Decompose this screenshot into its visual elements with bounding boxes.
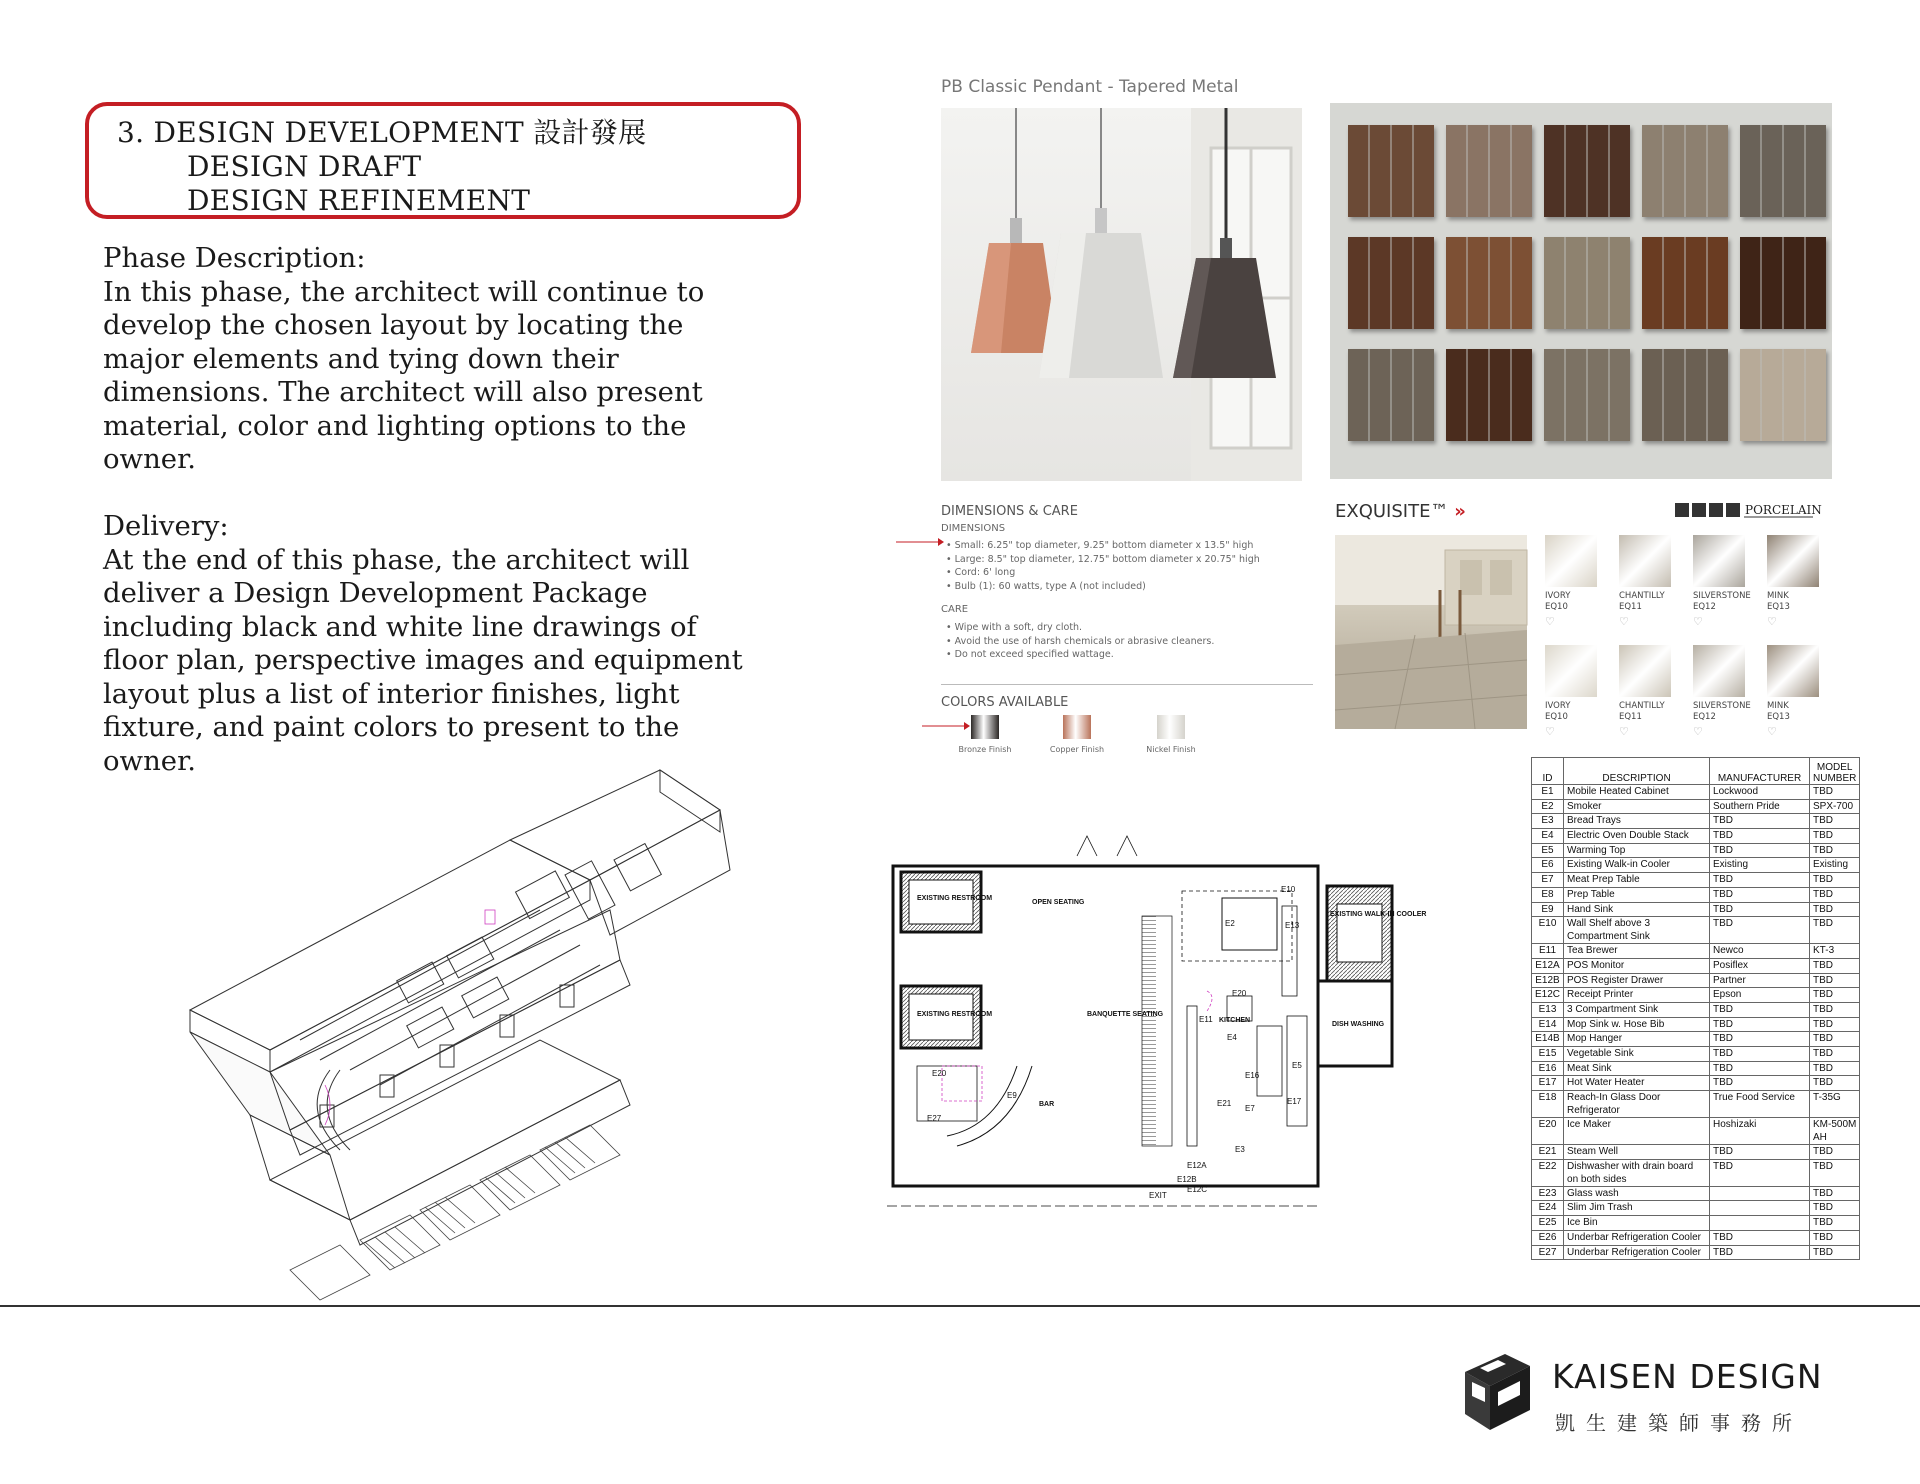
table-row [1532, 858, 1860, 873]
equipment-schedule-table [1531, 757, 1860, 1260]
room-label: KITCHEN [1219, 1017, 1251, 1024]
table-cell: TBD [1710, 1017, 1810, 1032]
heart-icon[interactable]: ♡ [1619, 615, 1629, 628]
table-row [1532, 902, 1860, 917]
dims-heading: DIMENSIONS & CARE [941, 504, 1078, 519]
table-cell: E5 [1532, 843, 1564, 858]
table-cell: KT-3 [1810, 944, 1860, 959]
svg-text:E12A: E12A [1187, 1161, 1207, 1170]
red-arrow-icon [896, 537, 944, 547]
delivery-description [103, 510, 783, 778]
porcelain-tile-swatch [1767, 535, 1819, 587]
table-cell: TBD [1810, 829, 1860, 844]
wood-flooring-wall-photo [1330, 103, 1832, 479]
wood-sample-tile [1642, 125, 1728, 217]
tile-name: IVORY [1545, 591, 1571, 601]
tile-name: SILVERSTONE [1693, 701, 1751, 711]
exit-label: EXIT [1149, 1191, 1167, 1200]
table-cell: TBD [1810, 1159, 1860, 1186]
table-cell: TBD [1710, 1002, 1810, 1017]
delivery-line: fixture, and paint colors to present to the [103, 711, 680, 743]
swatch-label: Bronze Finish [958, 745, 1012, 754]
delivery-line: owner. [103, 744, 196, 777]
table-cell: TBD [1710, 1061, 1810, 1076]
table-cell: Reach-In Glass Door Refrigerator [1564, 1091, 1710, 1118]
tile-name: CHANTILLY [1619, 591, 1665, 601]
svg-text:E16: E16 [1245, 1071, 1260, 1080]
table-cell: TBD [1810, 1216, 1860, 1231]
table-cell: Ice Bin [1564, 1216, 1710, 1231]
table-cell: E12B [1532, 973, 1564, 988]
table-cell: TBD [1810, 902, 1860, 917]
table-cell: TBD [1810, 1145, 1860, 1160]
table-cell: E26 [1532, 1230, 1564, 1245]
wood-sample-tile [1348, 349, 1434, 441]
table-row [1532, 873, 1860, 888]
brand-name: KAISEN DESIGN [1552, 1357, 1823, 1396]
phase-line: In this phase, the architect will continue to [103, 275, 705, 308]
table-cell: POS Monitor [1564, 958, 1710, 973]
swatch-label: Copper Finish [1049, 745, 1105, 754]
colors-heading: COLORS AVAILABLE [941, 695, 1069, 710]
table-row [1532, 1076, 1860, 1091]
porcelain-tile-swatch [1545, 645, 1597, 697]
copper-swatch [1063, 715, 1091, 739]
table-cell: E13 [1532, 1002, 1564, 1017]
room-label: BANQUETTE SEATING [1087, 1011, 1164, 1018]
porcelain-tile-swatch [1693, 535, 1745, 587]
table-cell: TBD [1810, 973, 1860, 988]
table-row [1532, 799, 1860, 814]
care-item: • Avoid the use of harsh chemicals or abrasive cleaners. [946, 635, 1215, 647]
table-cell: Partner [1710, 973, 1810, 988]
room-label: BAR [1039, 1101, 1055, 1108]
table-cell: E3 [1532, 814, 1564, 829]
care-item: • Wipe with a soft, dry cloth. [946, 622, 1083, 633]
table-cell: E8 [1532, 887, 1564, 902]
table-cell: Hand Sink [1564, 902, 1710, 917]
tile-name: MINK [1767, 701, 1789, 711]
care-item: • Do not exceed specified wattage. [946, 649, 1114, 660]
table-row [1532, 1118, 1860, 1145]
delivery-line: layout plus a list of interior finishes, light [103, 677, 680, 710]
table-cell: E20 [1532, 1118, 1564, 1145]
wood-sample-tile [1348, 237, 1434, 329]
room-label: EXISTING RESTROOM [917, 895, 993, 902]
porcelain-tile-label [1767, 701, 1790, 723]
delivery-line: At the end of this phase, the architect will [103, 543, 690, 576]
wood-sample-tile [1642, 237, 1728, 329]
table-cell: T-35G [1810, 1091, 1860, 1118]
table-cell: POS Register Drawer [1564, 973, 1710, 988]
table-cell: Mop Sink w. Hose Bib [1564, 1017, 1710, 1032]
phase-subtitle-refinement: DESIGN REFINEMENT [187, 184, 531, 217]
table-cell: Receipt Printer [1564, 988, 1710, 1003]
heart-icon[interactable]: ♡ [1545, 615, 1555, 628]
table-cell: E11 [1532, 944, 1564, 959]
table-cell: TBD [1710, 814, 1810, 829]
room-label: EXISTING RESTROOM [917, 1011, 993, 1018]
svg-text:E17: E17 [1287, 1097, 1302, 1106]
heart-icon[interactable]: ♡ [1545, 725, 1555, 738]
pendant-title: PB Classic Pendant - Tapered Metal [941, 77, 1239, 97]
pendant-photo [941, 108, 1302, 481]
tile-name: IVORY [1545, 701, 1571, 711]
porcelain-tile-swatch [1767, 645, 1819, 697]
tile-code: EQ13 [1767, 602, 1790, 612]
svg-text:E27: E27 [927, 1114, 942, 1123]
divider [941, 684, 1313, 685]
table-cell: TBD [1710, 1145, 1810, 1160]
table-cell [1710, 1186, 1810, 1201]
table-row [1532, 887, 1860, 902]
table-cell: E16 [1532, 1061, 1564, 1076]
phase-line: material, color and lighting options to the [103, 409, 687, 442]
brand-name-chinese: 凱生建築師事務所 [1555, 1411, 1803, 1435]
svg-text:E20: E20 [1232, 989, 1247, 998]
porcelain-tile-swatch [1619, 645, 1671, 697]
table-cell: TBD [1810, 917, 1860, 944]
wood-sample-tile [1544, 349, 1630, 441]
table-cell: Hoshizaki [1710, 1118, 1810, 1145]
table-cell: TBD [1810, 1186, 1860, 1201]
heart-icon[interactable]: ♡ [1767, 615, 1777, 628]
porcelain-tile-swatch [1619, 535, 1671, 587]
table-row [1532, 1216, 1860, 1231]
porcelain-tile-label [1545, 701, 1570, 723]
table-cell: TBD [1810, 1017, 1860, 1032]
table-row [1532, 1186, 1860, 1201]
dims-item: • Large: 8.5" top diameter, 12.75" bottom diameter x 20.75" high [946, 553, 1260, 565]
svg-text:E12B: E12B [1177, 1175, 1197, 1184]
table-cell: Newco [1710, 944, 1810, 959]
table-cell: TBD [1810, 1061, 1860, 1076]
svg-text:E3: E3 [1235, 1145, 1245, 1154]
table-cell: E4 [1532, 829, 1564, 844]
table-cell: Hot Water Heater [1564, 1076, 1710, 1091]
table-cell: Epson [1710, 988, 1810, 1003]
phase-line: dimensions. The architect will also present [103, 376, 703, 408]
phase-line: major elements and tying down their [103, 342, 619, 375]
table-row [1532, 814, 1860, 829]
table-cell: Mobile Heated Cabinet [1564, 785, 1710, 800]
table-cell: TBD [1810, 785, 1860, 800]
tile-code: EQ11 [1619, 712, 1642, 722]
svg-text:E12C: E12C [1187, 1185, 1208, 1194]
table-cell: TBD [1810, 1230, 1860, 1245]
footer-divider [0, 1305, 1920, 1307]
table-row [1532, 1230, 1860, 1245]
table-row [1532, 829, 1860, 844]
table-cell: E12A [1532, 958, 1564, 973]
table-cell: Meat Prep Table [1564, 873, 1710, 888]
table-cell: Vegetable Sink [1564, 1047, 1710, 1062]
table-cell: TBD [1810, 1076, 1860, 1091]
room-label: DISH WASHING [1332, 1021, 1385, 1028]
table-cell: E7 [1532, 873, 1564, 888]
table-cell: TBD [1810, 1245, 1860, 1260]
table-cell: E1 [1532, 785, 1564, 800]
table-cell: Tea Brewer [1564, 944, 1710, 959]
table-cell: Southern Pride [1710, 799, 1810, 814]
table-cell: Mop Hanger [1564, 1032, 1710, 1047]
tile-code: EQ12 [1693, 602, 1716, 612]
heart-icon[interactable]: ♡ [1619, 725, 1629, 738]
table-header-row [1532, 758, 1860, 785]
table-row [1532, 917, 1860, 944]
table-cell: E10 [1532, 917, 1564, 944]
column-header: ID [1532, 758, 1564, 785]
table-cell: E24 [1532, 1201, 1564, 1216]
table-cell: E18 [1532, 1091, 1564, 1118]
heart-icon[interactable]: ♡ [1767, 725, 1777, 738]
table-row [1532, 1061, 1860, 1076]
table-cell: TBD [1710, 1032, 1810, 1047]
table-cell: TBD [1710, 887, 1810, 902]
table-cell: E14B [1532, 1032, 1564, 1047]
table-row [1532, 1145, 1860, 1160]
table-row [1532, 1002, 1860, 1017]
wood-sample-tile [1446, 125, 1532, 217]
table-row [1532, 1047, 1860, 1062]
wood-sample-tile [1544, 237, 1630, 329]
porcelain-tile-label [1545, 591, 1570, 613]
table-cell: Underbar Refrigeration Cooler [1564, 1245, 1710, 1260]
table-cell: TBD [1710, 1230, 1810, 1245]
column-header: MANUFACTURER [1710, 758, 1810, 785]
tile-name: SILVERSTONE [1693, 591, 1751, 601]
nickel-swatch [1157, 715, 1185, 739]
table-cell: SPX-700 [1810, 799, 1860, 814]
table-cell: TBD [1710, 1047, 1810, 1062]
table-cell: TBD [1810, 873, 1860, 888]
table-row [1532, 944, 1860, 959]
svg-text:E2: E2 [1225, 919, 1235, 928]
table-cell: Dishwasher with drain board on both sides [1564, 1159, 1710, 1186]
table-cell: TBD [1710, 1245, 1810, 1260]
table-cell: Existing Walk-in Cooler [1564, 858, 1710, 873]
tile-code: EQ10 [1545, 602, 1568, 612]
table-cell: TBD [1810, 887, 1860, 902]
dims-subheading: DIMENSIONS [941, 523, 1006, 534]
svg-text:E9: E9 [1007, 1091, 1017, 1100]
svg-text:E11: E11 [1199, 1015, 1213, 1024]
wood-sample-tile [1740, 125, 1826, 217]
table-cell: Smoker [1564, 799, 1710, 814]
table-cell: TBD [1710, 873, 1810, 888]
table-cell: TBD [1810, 988, 1860, 1003]
tile-code: EQ13 [1767, 712, 1790, 722]
table-cell: Glass wash [1564, 1186, 1710, 1201]
table-cell: True Food Service [1710, 1091, 1810, 1118]
table-cell: E23 [1532, 1186, 1564, 1201]
svg-text:E10: E10 [1281, 885, 1296, 894]
phase-line: owner. [103, 443, 196, 475]
phase-description [103, 242, 803, 477]
wood-sample-tile [1348, 125, 1434, 217]
room-label: EXISTING WALK-IN COOLER [1330, 911, 1427, 918]
table-row [1532, 1159, 1860, 1186]
table-cell: TBD [1710, 829, 1810, 844]
red-arrow-icon [922, 721, 970, 731]
table-cell: Lockwood [1710, 785, 1810, 800]
svg-text:E7: E7 [1245, 1104, 1255, 1113]
column-header: MODEL NUMBER [1810, 758, 1860, 785]
table-cell: Bread Trays [1564, 814, 1710, 829]
table-cell: E27 [1532, 1245, 1564, 1260]
phase-subtitle-draft: DESIGN DRAFT [187, 150, 422, 183]
heart-icon[interactable]: ♡ [1693, 615, 1703, 628]
table-row [1532, 1032, 1860, 1047]
room-label: OPEN SEATING [1032, 899, 1085, 906]
table-cell: Wall Shelf above 3 Compartment Sink [1564, 917, 1710, 944]
dims-item: • Bulb (1): 60 watts, type A (not included) [946, 580, 1146, 592]
table-row [1532, 785, 1860, 800]
table-cell: Warming Top [1564, 843, 1710, 858]
table-cell: 3 Compartment Sink [1564, 1002, 1710, 1017]
dims-list [946, 539, 1260, 593]
chevron-right-icon: » [1454, 501, 1466, 522]
table-cell [1710, 1201, 1810, 1216]
table-cell: TBD [1810, 958, 1860, 973]
table-cell: TBD [1710, 917, 1810, 944]
table-cell: TBD [1710, 843, 1810, 858]
table-cell: Steam Well [1564, 1145, 1710, 1160]
table-row [1532, 958, 1860, 973]
axonometric-drawing [180, 770, 740, 1315]
floor-plan-drawing [887, 826, 1427, 1230]
table-cell: E21 [1532, 1145, 1564, 1160]
porcelain-tile-grid [1545, 535, 1835, 738]
svg-text:E20: E20 [932, 1069, 947, 1078]
table-row [1532, 1017, 1860, 1032]
delivery-heading: Delivery: [103, 510, 229, 542]
table-cell: Meat Sink [1564, 1061, 1710, 1076]
delivery-line: floor plan, perspective images and equipment [103, 644, 743, 676]
table-cell [1710, 1216, 1810, 1231]
table-cell: Existing [1710, 858, 1810, 873]
svg-text:E5: E5 [1292, 1061, 1302, 1070]
table-cell: Existing [1810, 858, 1860, 873]
table-row [1532, 1091, 1860, 1118]
table-cell: Posiflex [1710, 958, 1810, 973]
svg-text:E21: E21 [1217, 1099, 1232, 1108]
table-cell: Underbar Refrigeration Cooler [1564, 1230, 1710, 1245]
table-cell: Prep Table [1564, 887, 1710, 902]
wood-sample-tile [1446, 237, 1532, 329]
care-heading: CARE [941, 604, 969, 615]
care-list [946, 621, 1214, 662]
tile-code: EQ11 [1619, 602, 1642, 612]
table-cell: E17 [1532, 1076, 1564, 1091]
porcelain-logo [1675, 500, 1822, 522]
table-row [1532, 1245, 1860, 1260]
wood-sample-tile [1544, 125, 1630, 217]
swatch-label: Nickel Finish [1146, 745, 1196, 754]
porcelain-logo-text: PORCELAIN [1745, 503, 1822, 517]
porcelain-tile-swatch [1545, 535, 1597, 587]
porcelain-tile-label [1619, 701, 1665, 723]
table-cell: Slim Jim Trash [1564, 1201, 1710, 1216]
table-cell: E6 [1532, 858, 1564, 873]
tile-code: EQ12 [1693, 712, 1716, 722]
dims-item: • Cord: 6' long [946, 567, 1016, 578]
porcelain-tile-label [1767, 591, 1790, 613]
porcelain-tile-swatch [1693, 645, 1745, 697]
table-cell: TBD [1810, 1047, 1860, 1062]
table-cell: E22 [1532, 1159, 1564, 1186]
wood-sample-tile [1642, 349, 1728, 441]
table-cell: E15 [1532, 1047, 1564, 1062]
table-cell: TBD [1810, 1201, 1860, 1216]
table-cell: E9 [1532, 902, 1564, 917]
tile-name: CHANTILLY [1619, 701, 1665, 711]
phase-title-box [85, 102, 801, 219]
table-cell: E25 [1532, 1216, 1564, 1231]
table-cell: TBD [1810, 843, 1860, 858]
porcelain-tile-label [1693, 591, 1751, 613]
heart-icon[interactable]: ♡ [1693, 725, 1703, 738]
table-cell: TBD [1810, 814, 1860, 829]
table-cell: TBD [1710, 902, 1810, 917]
table-cell: E12C [1532, 988, 1564, 1003]
table-cell: TBD [1810, 1032, 1860, 1047]
table-cell: TBD [1810, 1002, 1860, 1017]
table-cell: Electric Oven Double Stack [1564, 829, 1710, 844]
phase-heading: Phase Description: [103, 242, 366, 274]
porcelain-tile-label [1619, 591, 1665, 613]
table-row [1532, 843, 1860, 858]
dims-item: • Small: 6.25" top diameter, 9.25" bottom diameter x 13.5" high [946, 540, 1254, 551]
svg-text:E4: E4 [1227, 1033, 1237, 1042]
svg-text:E13: E13 [1285, 921, 1300, 930]
table-cell: Ice Maker [1564, 1118, 1710, 1145]
bronze-swatch [971, 715, 999, 739]
delivery-line: including black and white line drawings of [103, 610, 697, 643]
table-cell: E2 [1532, 799, 1564, 814]
table-cell: TBD [1710, 1159, 1810, 1186]
table-row [1532, 988, 1860, 1003]
exquisite-room-photo [1335, 535, 1527, 729]
phase-line: develop the chosen layout by locating the [103, 309, 684, 341]
table-row [1532, 1201, 1860, 1216]
table-cell: KM-500M AH [1810, 1118, 1860, 1145]
table-row [1532, 973, 1860, 988]
wood-sample-tile [1740, 237, 1826, 329]
column-header: DESCRIPTION [1564, 758, 1710, 785]
delivery-line: deliver a Design Development Package [103, 577, 648, 609]
exquisite-title: EXQUISITE™ » [1335, 501, 1466, 522]
table-cell: TBD [1710, 1076, 1810, 1091]
phase-title: 3. DESIGN DEVELOPMENT 設計發展 [117, 116, 647, 149]
wood-sample-tile [1446, 349, 1532, 441]
kaisen-cube-logo-icon [1460, 1350, 1535, 1434]
table-cell: E14 [1532, 1017, 1564, 1032]
wood-sample-tile [1740, 349, 1826, 441]
tile-name: MINK [1767, 591, 1789, 601]
porcelain-tile-label [1693, 701, 1751, 723]
tile-code: EQ10 [1545, 712, 1568, 722]
